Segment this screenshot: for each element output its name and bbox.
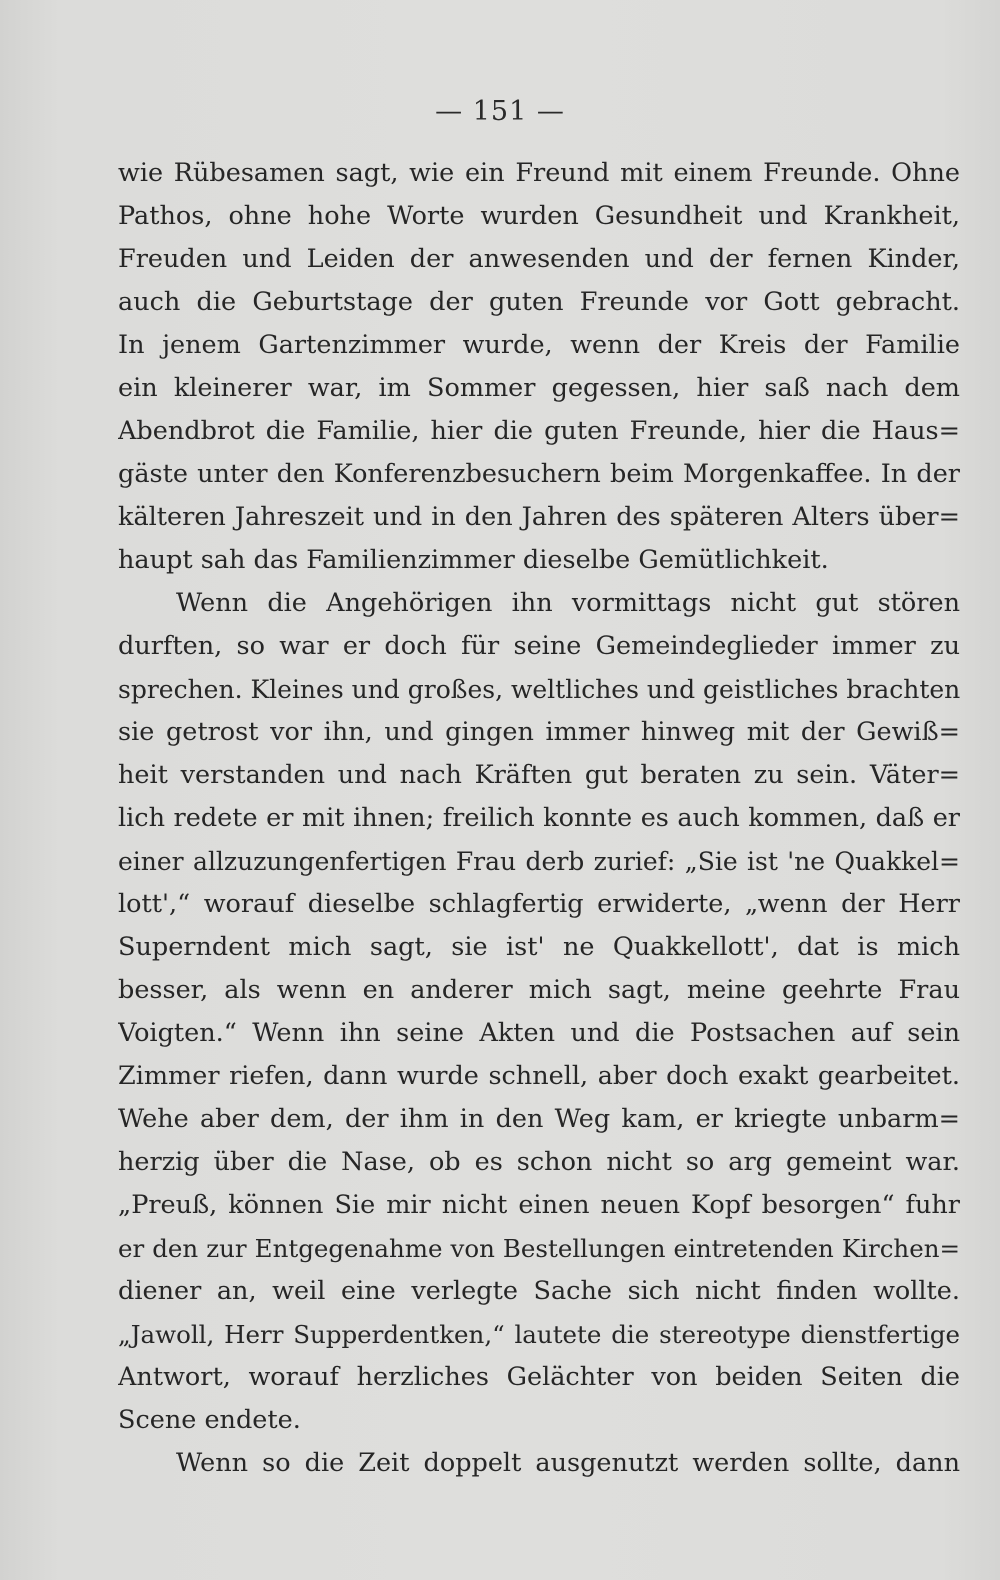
text-line: heit verstanden und nach Kräften gut beraten zu sein. Väter= <box>118 760 960 790</box>
text-line: besser, als wenn en anderer mich sagt, meine geehrte Frau <box>118 975 960 1005</box>
text-line: haupt sah das Familienzimmer dieselbe Gemütlichkeit. <box>118 545 829 575</box>
text-line: Wenn die Angehörigen ihn vormittags nicht gut stören <box>176 588 960 618</box>
text-line: ein kleinerer war, im Sommer gegessen, hier saß nach dem <box>118 373 960 403</box>
text-line: Abendbrot die Familie, hier die guten Freunde, hier die Haus= <box>118 416 960 446</box>
text-line: Antwort, worauf herzliches Gelächter von beiden Seiten die <box>118 1362 960 1392</box>
text-line: auch die Geburtstage der guten Freunde vor Gott gebracht. <box>118 287 960 317</box>
text-line: Wehe aber dem, der ihm in den Weg kam, er kriegte unbarm= <box>118 1104 960 1134</box>
text-line: „Jawoll, Herr Supperdentken,“ lautete die stereotype dienstfertige <box>118 1320 960 1349</box>
text-line: einer allzuzungenfertigen Frau derb zurief: „Sie ist 'ne Quakkel= <box>118 847 960 876</box>
text-line: gäste unter den Konferenzbesuchern beim Morgenkaffee. In der <box>118 459 960 489</box>
text-line: Scene endete. <box>118 1405 301 1435</box>
text-line: Voigten.“ Wenn ihn seine Akten und die Postsachen auf sein <box>118 1018 960 1048</box>
text-line: Wenn so die Zeit doppelt ausgenutzt werden sollte, dann <box>176 1448 960 1478</box>
text-line: wie Rübesamen sagt, wie ein Freund mit einem Freunde. Ohne <box>118 158 960 188</box>
text-line: sie getrost vor ihn, und gingen immer hinweg mit der Gewiß= <box>118 717 960 747</box>
text-line: lott',“ worauf dieselbe schlagfertig erwiderte, „wenn der Herr <box>118 889 960 919</box>
text-line: Freuden und Leiden der anwesenden und der fernen Kinder, <box>118 244 960 274</box>
text-line: sprechen. Kleines und großes, weltliches und geistliches brachten <box>118 675 960 704</box>
text-line: Pathos, ohne hohe Worte wurden Gesundheit und Krankheit, <box>118 201 960 231</box>
text-line: er den zur Entgegenahme von Bestellungen eintretenden Kirchen= <box>118 1234 960 1263</box>
text-line: kälteren Jahreszeit und in den Jahren des späteren Alters über= <box>118 502 960 532</box>
body-text <box>118 152 960 1485</box>
text-line: diener an, weil eine verlegte Sache sich nicht finden wollte. <box>118 1276 960 1306</box>
text-line: Superndent mich sagt, sie ist' ne Quakkellott', dat is mich <box>118 932 960 962</box>
text-line: „Preuß, können Sie mir nicht einen neuen Kopf besorgen“ fuhr <box>118 1190 960 1220</box>
text-line: In jenem Gartenzimmer wurde, wenn der Kreis der Familie <box>118 330 960 360</box>
page-number: — 151 — <box>435 96 565 127</box>
text-line: lich redete er mit ihnen; freilich konnte es auch kommen, daß er <box>118 803 960 833</box>
text-line: Zimmer riefen, dann wurde schnell, aber doch exakt gearbeitet. <box>118 1061 960 1091</box>
text-line: durften, so war er doch für seine Gemeindeglieder immer zu <box>118 631 960 661</box>
text-line: herzig über die Nase, ob es schon nicht so arg gemeint war. <box>118 1147 960 1177</box>
